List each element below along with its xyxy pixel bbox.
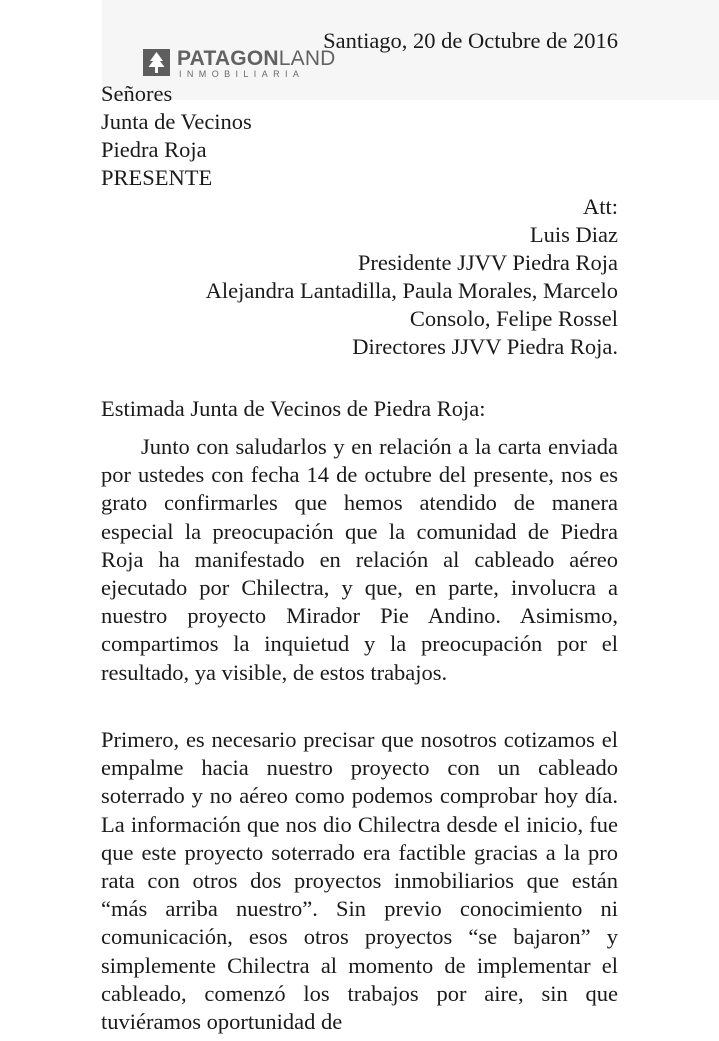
- body-paragraph-2: Primero, es necesario precisar que nosotros cotizamos el empalme hacia nuestro proyecto con un cableado soterrado y no aéreo como podemos comprobar hoy día. La información que nos dio Chilectra desde el inicio, fue que este proyecto soterrado era factible gracias a la pro rata con otros dos proyectos inmobiliarios que están “más arriba nuestro”. Sin previo conocimiento ni comunicación, esos otros proyectos “se bajaron” y simplemente Chilectra al momento de implementar el cableado, comenzó los trabajos por aire, sin que tuviéramos oportunidad de: [101, 727, 618, 1035]
- addressee-line: Junta de Vecinos: [101, 109, 252, 134]
- letter-date: Santiago, 20 de Octubre de 2016: [323, 28, 618, 53]
- logo-wordmark: PATAGONLAND: [177, 47, 336, 70]
- attention-line: Presidente JJVV Piedra Roja: [357, 250, 618, 275]
- addressee-line: Señores: [101, 81, 173, 106]
- salutation: Estimada Junta de Vecinos de Piedra Roja:: [101, 396, 486, 421]
- body-paragraph-1: Junto con saludarlos y en relación a la carta enviada por ustedes con fecha 14 de octubre del presente, nos es grato confirmarles que hemos atendido de manera especial la preocupación que la comunidad de Piedra Roja ha manifestado en relación al cableado aéreo ejecutado por Chilectra, y que, en parte, involucra a nuestro proyecto Mirador Pie Andino. Asimismo, compartimos la inquietud y la preocupación por el resultado, ya visible, de estos trabajos.: [101, 434, 618, 685]
- tree-logo-icon: [143, 49, 170, 76]
- attention-line: Directores JJVV Piedra Roja.: [352, 334, 618, 359]
- attention-line: Alejandra Lantadilla, Paula Morales, Marcelo: [205, 278, 618, 303]
- attention-line: Luis Diaz: [529, 222, 618, 247]
- addressee-line: PRESENTE: [101, 165, 213, 190]
- addressee-line: Piedra Roja: [101, 137, 207, 162]
- attention-line: Consolo, Felipe Rossel: [409, 306, 618, 331]
- attention-line: Att:: [582, 194, 618, 219]
- logo-tagline: INMOBILIARIA: [179, 69, 305, 79]
